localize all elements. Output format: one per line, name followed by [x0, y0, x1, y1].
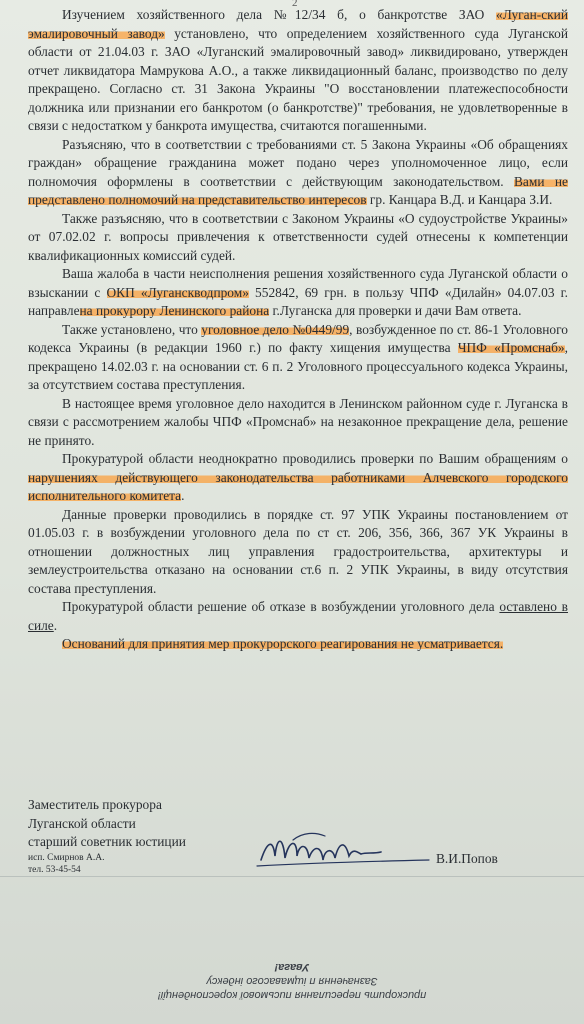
paragraph	[28, 210, 568, 266]
text-run: установлено, что определением хозяйственного суда Луганской области от 21.04.03 г. ЗАО «Луганский эмалировочный завод» ликвидировано, утвержден отчет ликвидатора Мамрукова А.О., а также ликвидационный баланс, производство по делу прекращено. Согласно ст. 31 Закона Украины "О восстановлении платежеспособности должника или признании его банкротом (о банкротстве)" требования, не удовлетворенные в связи с недостатком у банкрота имущества, считаются погашенными.	[28, 25, 568, 133]
paragraph	[28, 321, 568, 395]
highlighted-text: на прокурору Ленинского района	[79, 303, 270, 318]
text-run: Разъясняю, что в соответствии с требованиями ст. 5 Закона Украины «Об обращениях граждан» обращение гражданина может подано через уполномоченное лицо, если полномочия оформлены в соответствии с действующим законодательством.	[28, 136, 568, 189]
text-run: Прокуратурой области неоднократно проводились проверки по Вашим обращениям о	[62, 451, 568, 466]
signatory-position: Заместитель прокурора	[28, 797, 162, 812]
executor-phone: тел. 53-45-54	[28, 864, 81, 875]
signatory-region: Луганской области	[28, 815, 136, 831]
text-run: , прекращено 14.02.03 г. на основании ст. 6 п. 2 Уголовного процессуального кодекса Украины, за отсутствием состава преступления.	[28, 340, 568, 392]
highlighted-text: ОКП «Луганскводпром»	[106, 284, 249, 300]
text-run: Также разъясняю, что в соответствии с Законом Украины «О судоустройстве Украины» от 07.02.02 г. вопросы привлечения к ответственности судей отнесены к компетенции квалификационных комиссий судей.	[28, 210, 568, 263]
signature-block	[28, 796, 568, 876]
highlighted-text: нарушениях действующего законодательства работниками Алчевского городского исполнительного комитета	[28, 469, 568, 503]
text-run: .	[181, 488, 185, 503]
text-run: Ваша жалоба в части неисполнения решения хозяйственного суда Луганской области о взыскании с	[28, 266, 568, 300]
highlighted-text: ЧПФ «Промснаб»	[457, 340, 565, 355]
page-fold	[0, 876, 584, 877]
stamp-title: Увага!	[274, 961, 310, 973]
letter-body	[28, 6, 568, 654]
paragraph	[28, 635, 568, 654]
paragraph	[28, 395, 568, 451]
text-run: Прокуратурой области решение об отказе в возбуждении уголовного дела	[62, 599, 500, 614]
paragraph	[28, 6, 568, 136]
paragraph	[28, 136, 568, 210]
highlighted-text: Вами не представлено полномочий на представительство интересов	[28, 173, 568, 207]
text-run: , возбужденное по ст. 86-1 Уголовного кодекса Украины (в редакции 1960 г.) по факту хищения имущества	[28, 321, 568, 355]
text-run: В настоящее время уголовное дело находится в Ленинском районном суде г. Луганска в связи с рассмотрением жалобы ЧПФ «Промснаб» на незаконное прекращение дела, решение не принято.	[28, 395, 568, 448]
paragraph	[28, 265, 568, 321]
highlighted-text: уголовное дело №0449/99	[201, 321, 350, 337]
page-number: 2	[292, 0, 298, 9]
signatory-name: В.И.Попов	[436, 851, 498, 866]
executor-name: исп. Смирнов А.А.	[28, 852, 105, 863]
underlined-text: оставлено в силе	[28, 599, 568, 633]
text-run: Изучением хозяйственного дела №12/34 б, о банкротстве ЗАО	[62, 7, 497, 22]
paragraph	[28, 598, 568, 635]
paragraph	[28, 450, 568, 506]
text-run: .	[53, 617, 58, 633]
text-run: Также установлено, что	[62, 321, 202, 337]
highlighted-text: Оснований для принятия мер прокурорского реагирования не усматривается.	[62, 636, 504, 651]
text-run: Данные проверки проводились в порядке ст. 97 УПК Украины постановлением от 01.05.03 г. в возбуждении уголовного дела по ст ст. 206, 356, 366, 367 УК Украины в отношении должностных лиц управления градостроительства, архитектуры и землеустроительства отказано на основании ст.6 п. 2 УПК Украины, в виду отсутствия состава преступления.	[28, 506, 568, 596]
text-run: гр. Канцара В.Д. и Канцара З.И.	[366, 192, 553, 207]
stamp-line-1: Зазначення п іщмавасого індексу	[206, 975, 378, 987]
text-run: г.Луганска для проверки и дачи Вам ответа.	[269, 303, 522, 318]
stamp-line-2: прискорить пересилання письмової кореспонденції!	[157, 989, 427, 1001]
highlighted-text: «Луган-ский эмалировочный завод»	[28, 7, 568, 41]
text-run: 552842, 69 грн. в пользу ЧПФ «Дилайн» 04.07.03 г. направле	[28, 284, 568, 318]
handwritten-signature	[253, 822, 433, 880]
paragraph	[28, 506, 568, 599]
envelope-stamp-text	[0, 960, 584, 1002]
signatory-rank: старший советник юстиции	[28, 834, 186, 849]
